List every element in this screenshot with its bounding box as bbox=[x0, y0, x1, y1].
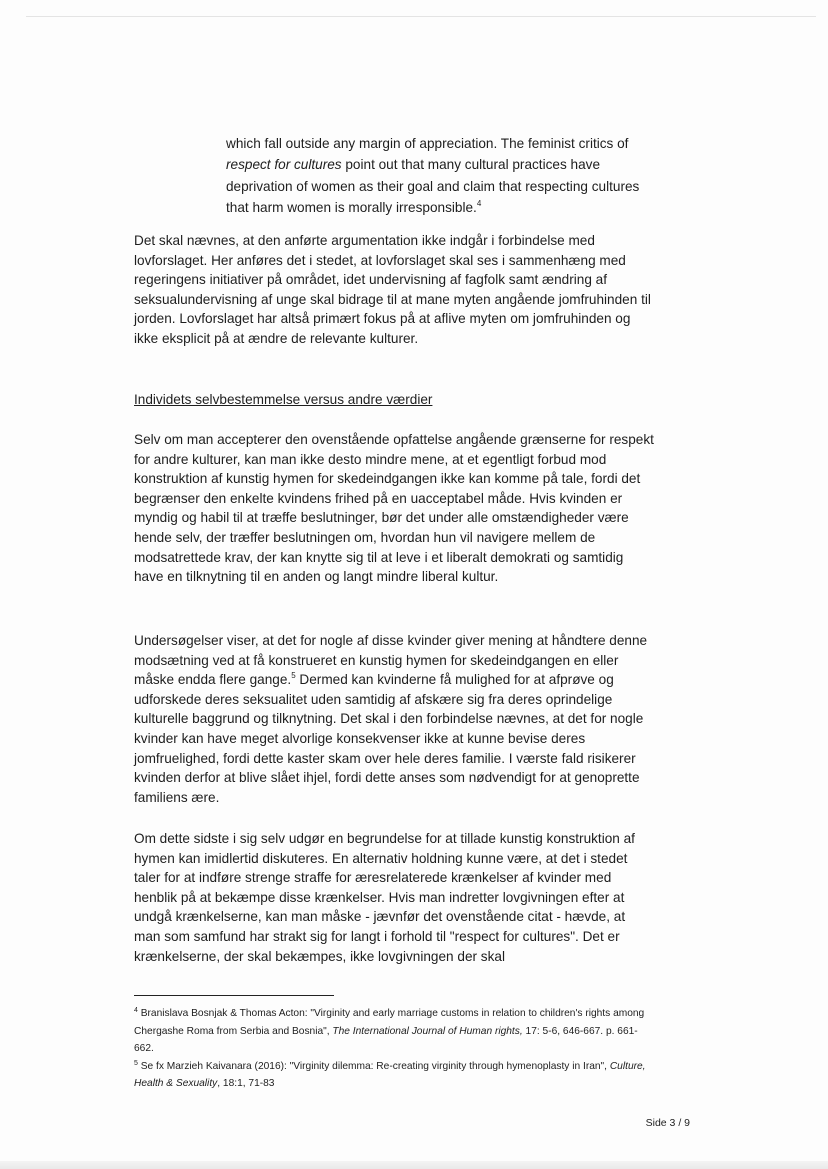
quote-text-start: which fall outside any margin of appreciation. The feminist critics of bbox=[226, 136, 629, 151]
footnote-separator bbox=[134, 995, 334, 996]
footnote-number: 4 bbox=[134, 1007, 138, 1014]
top-divider bbox=[26, 16, 816, 17]
footnotes bbox=[134, 1005, 654, 1093]
footnote-journal: The International Journal of Human rights, bbox=[332, 1025, 523, 1037]
footnote-tail: , 18:1, 71-83 bbox=[217, 1078, 275, 1090]
footnote-text: Se fx Marzieh Kaivanara (2016): "Virginity dilemma: Re-creating virginity through hymenoplasty in Iran", bbox=[137, 1060, 610, 1072]
quote-italic-text: respect for cultures bbox=[226, 157, 342, 173]
paragraph-4: Om dette sidste i sig selv udgør en begrundelse for at tillade kunstig konstruktion af hymen kan imidlertid diskuteres. En alternativ holdning kunne være, at det i stedet taler for at indføre strenge straffe for æresrelaterede krænkelser af kvinder med henblik på at bekæmpe disse krænkelser. Hvis man indretter lovgivningen efter at undgå krænkelserne, kan man måske - jævnfør det ovenstående citat - hævde, at man som samfund har strakt sig for langt i forhold til "respect for cultures". Det er krænkelserne, der skal bekæmpes, ikke lovgivningen der skal bbox=[134, 831, 635, 964]
footnote-ref-5: 5 bbox=[291, 671, 296, 681]
paragraph-1: Det skal nævnes, at den anførte argumentation ikke indgår i forbindelse med lovforslaget. Her anføres det i stedet, at lovforslaget skal ses i sammenhæng med regeringens initiativer på området, idet undervisning af fagfolk samt ændring af seksualundervisning af unge skal bidrage til at mane myten angående jomfruhinden til jorden. Lovforslaget har altså primært fokus på at aflive myten om jomfruhinden og ikke eksplicit på at ændre de relevante kulturer. bbox=[134, 233, 651, 346]
bottom-edge bbox=[0, 1161, 828, 1169]
paragraph-3 bbox=[134, 631, 654, 807]
paragraph-2: Selv om man accepterer den ovenstående opfattelse angående grænserne for respekt for andre kulturer, kan man ikke desto mindre mene, at et egentligt forbud mod konstruktion af kunstig hymen for skedeindgangen ikke kan komme på tale, fordi det begrænser den enkelte kvindens frihed på en uacceptabel måde. Hvis kvinden er myndig og habil til at træffe beslutninger, bør det under alle omstændigheder være hende selv, der træffer beslutningen om, hvordan hun vil navigere mellem de modsatrettede krav, der kan knytte sig til at leve i et liberalt demokrati og samtidig have en tilknytning til en anden og langt mindre liberal kultur. bbox=[134, 432, 654, 585]
page-number: Side 3 / 9 bbox=[645, 1117, 690, 1129]
section-heading: Individets selvbestemmelse versus andre værdier bbox=[134, 392, 433, 407]
paragraph-3-text-start: Undersøgelser viser, at det for nogle af disse kvinder giver mening at håndtere denne modsætning ved at få konstrueret en kunstig hymen for skedeindgangen en eller måske endda flere gange. bbox=[134, 633, 648, 688]
footnote-journal: Culture, Health & Sexuality bbox=[134, 1060, 646, 1090]
footnote-tail: 17: 5-6, 646-667. p. 661-662. bbox=[134, 1025, 638, 1055]
footnote-text: Branislava Bosnjak & Thomas Acton: "Virginity and early marriage customs in relation to children's rights among Chergashe Roma from Serbia and Bosnia", bbox=[134, 1008, 645, 1037]
footnote-4 bbox=[134, 1005, 654, 1058]
block-quote bbox=[226, 133, 656, 219]
footnote-ref-4: 4 bbox=[476, 199, 482, 209]
paragraph-3-text-end: Dermed kan kvinderne få mulighed for at afprøve og udforskede deres seksualitet uden samtidig af afskære sig fra deres oprindelige kulturelle baggrund og tilknytning. Det skal i den forbindelse nævnes, at det for nogle kvinder kan have meget alvorlige konsekvenser ikke at kunne bevise deres jomfruelighed, fordi dette kaster skam over hele deres familie. I værste fald risikerer kvinden derfor at blive slået ihjel, fordi dette anses som nødvendigt for at genoprette familiens ære. bbox=[134, 672, 644, 805]
footnote-number: 5 bbox=[134, 1059, 138, 1067]
quote-text-end: point out that many cultural practices have deprivation of women as their goal and claim that respecting cultures that harm women is morally irresponsible. bbox=[226, 157, 640, 216]
footnote-5 bbox=[134, 1058, 654, 1093]
